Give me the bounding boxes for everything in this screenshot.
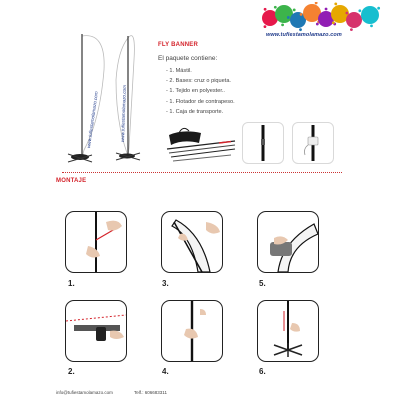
assembly-title: MONTAJE — [56, 178, 87, 184]
kit-photo — [165, 123, 237, 165]
step-4-image — [161, 300, 223, 362]
splash-droplet — [358, 9, 361, 12]
splash-droplet — [264, 25, 267, 28]
footer-email: info@tufiestamolamazo.com — [56, 390, 113, 395]
detail-photo-pole-sleeve — [292, 122, 334, 164]
footer-contact — [56, 390, 187, 395]
fly-banner-illustration — [60, 30, 150, 165]
splash-droplet — [334, 2, 337, 5]
detail-photo-pole-joint — [242, 122, 284, 164]
product-title: FLY BANNER — [158, 42, 199, 48]
brand-url: www.tufiestamolamazo.com — [266, 32, 342, 38]
splash-droplet — [281, 24, 284, 27]
splash-droplet — [287, 16, 290, 19]
section-divider — [62, 172, 342, 173]
step-6-number: 6. — [259, 367, 266, 376]
step-2-image — [65, 300, 127, 362]
list-item: - 1. Caja de transporte. — [166, 108, 224, 115]
banner-text-left: www.tufiestamolamazo.com — [86, 91, 99, 149]
splash-droplet — [274, 6, 277, 9]
list-item: - 1. Tejido en polyester.. — [166, 88, 225, 95]
step-1-image — [65, 211, 127, 273]
splash-droplet — [299, 28, 302, 31]
splash-droplet — [315, 2, 318, 4]
splash-blob — [361, 6, 379, 24]
contents-heading: El paquete contiene: — [158, 55, 218, 62]
step-2-number: 2. — [68, 367, 75, 376]
step-3-image — [161, 211, 223, 273]
splash-droplet — [325, 8, 328, 11]
splash-blob — [346, 12, 362, 28]
splash-droplet — [377, 7, 380, 10]
splash-droplet — [264, 8, 267, 11]
splash-droplet — [350, 28, 353, 31]
contents-list — [166, 66, 235, 117]
splash-droplet — [293, 8, 296, 11]
splash-droplet — [345, 12, 348, 15]
banner-text-right: www.tufiestamolamazo.com — [120, 84, 127, 143]
step-6-image — [257, 300, 319, 362]
step-4-number: 4. — [162, 367, 169, 376]
footer-phone: Telf.: 606683311 — [134, 390, 167, 395]
splash-droplet — [300, 13, 303, 16]
splash-droplet — [332, 21, 335, 24]
splash-droplet — [316, 23, 319, 26]
list-item: - 1. Mástil. — [166, 68, 192, 74]
list-item: - 2. Bases: cruz o piqueta. — [166, 78, 231, 85]
list-item: - 1. Flotador de contrapeso. — [166, 98, 235, 105]
step-1-number: 1. — [68, 279, 75, 288]
step-5-number: 5. — [259, 279, 266, 288]
splash-droplet — [370, 24, 373, 27]
step-3-number: 3. — [162, 279, 169, 288]
step-5-image — [257, 211, 319, 273]
